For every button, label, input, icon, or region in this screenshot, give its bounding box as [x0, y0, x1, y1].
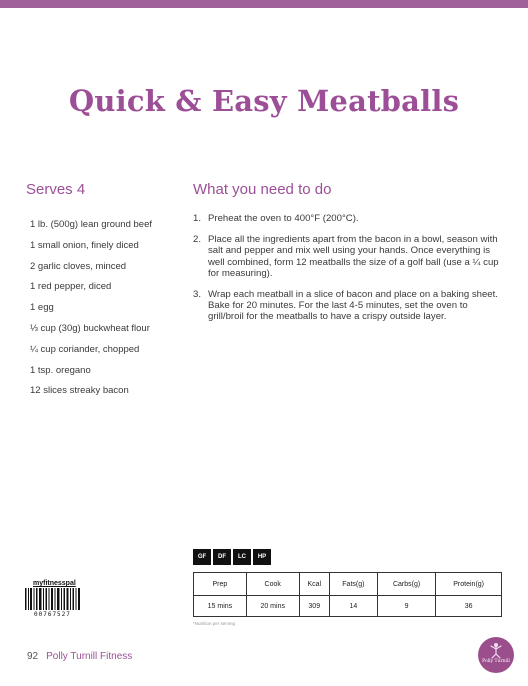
- ingredient-list: [30, 218, 185, 405]
- brand-logo: [478, 637, 514, 673]
- nutrition-value: 15 mins: [194, 596, 247, 617]
- method-step: [193, 234, 505, 279]
- logo-text: Polly Turnill: [482, 659, 510, 664]
- barcode-icon: [25, 588, 80, 610]
- page-footer: [27, 651, 132, 662]
- diet-badge: HP: [253, 549, 271, 565]
- nutrition-value: 36: [436, 596, 502, 617]
- step-text: Wrap each meatball in a slice of bacon and place on a baking sheet. Bake for 20 minutes. For the last 4-5 minutes, set the oven to grill/broil for the meatballs to have a crispy outside layer.: [208, 289, 498, 323]
- nutrition-value: 20 mins: [246, 596, 299, 617]
- ingredient-item: ⅓ cup (30g) buckwheat flour: [30, 322, 150, 334]
- diet-badge: GF: [193, 549, 211, 565]
- ingredient-item: 1 small onion, finely diced: [30, 239, 139, 251]
- nutrition-header: Cook: [246, 573, 299, 596]
- page-number: 92: [27, 651, 39, 662]
- nutrition-note: *Nutrition per serving: [193, 621, 236, 626]
- step-number: 2.: [193, 234, 202, 246]
- barcode-number: 00767527: [34, 611, 71, 618]
- ingredient-item: ¼ cup coriander, chopped: [30, 343, 140, 355]
- nutrition-header: Protein(g): [436, 573, 502, 596]
- step-number: 3.: [193, 289, 202, 301]
- serves-heading: Serves 4: [26, 181, 86, 198]
- footer-brand: Polly Turnill Fitness: [46, 651, 133, 662]
- nutrition-header: Carbs(g): [377, 573, 435, 596]
- step-text: Preheat the oven to 400°F (200°C).: [208, 213, 359, 224]
- nutrition-header-row: [194, 573, 502, 596]
- ingredient-item: 1 egg: [30, 302, 54, 314]
- method-step: [193, 213, 505, 224]
- diet-badge: DF: [213, 549, 231, 565]
- nutrition-value: 14: [329, 596, 377, 617]
- method-steps: [193, 213, 505, 333]
- myfitnesspal-label: myfitnesspal: [33, 580, 76, 587]
- step-text: Place all the ingredients apart from the bacon in a bowl, season with salt and pepper and mix well using your hands. Once everything is well combined, form 12 meatballs the size of a golf ball (use a ¼ cup for measuring).: [208, 234, 499, 279]
- ingredient-item: 1 lb. (500g) lean ground beef: [30, 219, 153, 230]
- nutrition-header: Prep: [194, 573, 247, 596]
- nutrition-value-row: [194, 596, 502, 617]
- nutrition-header: Fats(g): [329, 573, 377, 596]
- ingredient-item: 1 red pepper, diced: [30, 281, 112, 293]
- top-accent-bar: [0, 0, 528, 8]
- method-step: [193, 289, 505, 323]
- recipe-title: Quick & Easy Meatballs: [68, 84, 460, 118]
- ingredient-item: 1 tsp. oregano: [30, 364, 91, 376]
- nutrition-value: 9: [377, 596, 435, 617]
- figure-icon: [478, 637, 514, 673]
- nutrition-value: 309: [299, 596, 329, 617]
- ingredient-item: 2 garlic cloves, minced: [30, 260, 127, 272]
- method-heading: What you need to do: [193, 181, 332, 198]
- nutrition-table: [193, 572, 502, 617]
- ingredient-item: 12 slices streaky bacon: [30, 385, 129, 397]
- diet-badge: LC: [233, 549, 251, 565]
- diet-badges: [193, 549, 271, 565]
- step-number: 1.: [193, 213, 202, 224]
- nutrition-header: Kcal: [299, 573, 329, 596]
